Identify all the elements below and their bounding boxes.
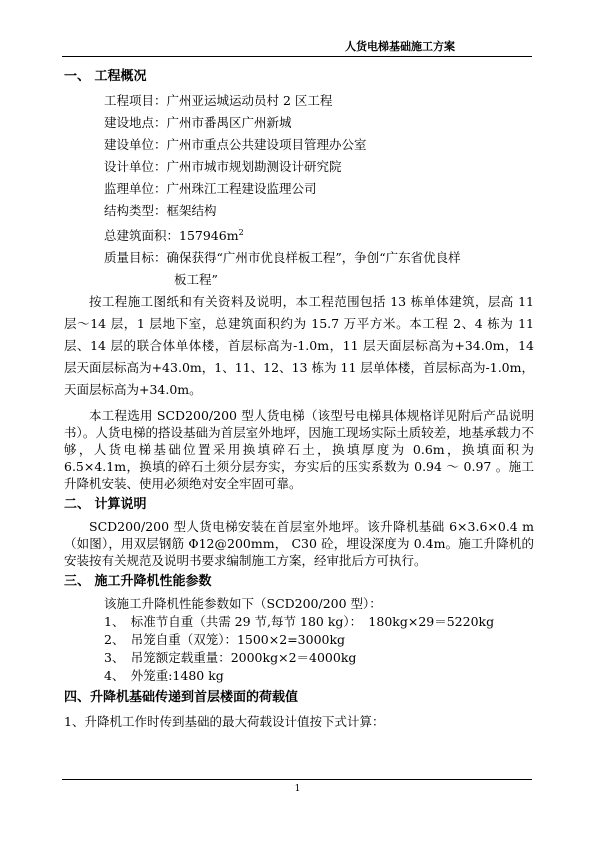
page-number: 1 [294, 784, 301, 794]
info-project: 工程项目：广州亚运城运动员村 2 区工程 [104, 93, 333, 108]
section-heading-parameters: 三、 施工升降机性能参数 [64, 574, 212, 590]
parameter-item: 4、 外笼重:1480 kg [104, 668, 224, 684]
elevator-selection-paragraph: 本工程选用 SCD200/200 型人货电梯（该型号电梯具体规格详见附后产品说明书）。人货电梯的搭设基础为首层室外地坪，因施工现场实际土质较差，地基承载力不够，人货电梯基础位置采用换填碎石土，换填厚度为 0.6m，换填面积为 6.5×4.1m，换填的碎石土须分层夯实，夯实后的压实系数为 0.94 ～ 0.97 。施工升降机安装、使用必须绝对安全牢固可靠。 [64, 408, 534, 492]
parameter-item: 3、 吊笼额定载重量：2000kg×2＝4000kg [104, 650, 357, 666]
document-body [64, 64, 534, 733]
parameter-intro: 该施工升降机性能参数如下（SCD200/200 型）： [104, 596, 382, 612]
info-location: 建设地点：广州市番禺区广州新城 [104, 115, 292, 130]
info-supervisor: 监理单位：广州珠江工程建设监理公司 [104, 181, 317, 196]
parameter-item: 1、 标准节自重（共需 29 节,每节 180 kg）： 180kg×29＝5220kg [104, 614, 495, 630]
info-quality-line2: 板工程” [174, 272, 218, 288]
header-rule [62, 56, 532, 57]
info-structure: 结构类型：框架结构 [104, 203, 217, 218]
parameter-list [64, 595, 534, 685]
overview-paragraph: 按工程施工图纸和有关资料及说明，本工程范围包括 13 栋单体建筑，层高 11 层～14 层，1 层地下室，总建筑面积约为 15.7 万平方米。本工程 2、4 栋为 11 层、14 层的联合体单体楼，首层标高为-1.0m，11 层天面层标高为+34.0m，14 层天面层标高为+43.0m，1、11、12、13 栋为 11 层单体楼，首层标高为-1.0m，天面层标高为+34.0m。 [64, 294, 534, 398]
info-designer: 设计单位：广州市城市规划勘测设计研究院 [104, 159, 342, 174]
section-heading-overview: 一、 工程概况 [64, 69, 147, 84]
section-heading-load: 四、升降机基础传递到首层楼面的荷载值 [64, 690, 299, 706]
footer-rule [62, 779, 532, 780]
parameter-item: 2、 吊笼自重（双笼）：1500×2=3000kg [104, 632, 346, 648]
document-header-title: 人货电梯基础施工方案 [345, 40, 455, 53]
area-superscript: 2 [238, 228, 244, 237]
info-owner: 建设单位：广州市重点公共建设项目管理办公室 [104, 137, 367, 152]
load-line: 1、升降机工作时传到基础的最大荷载设计值按下式计算： [64, 714, 385, 730]
info-total-area [64, 222, 534, 247]
info-quality-line1: 质量目标：确保获得“广州市优良样板工程”，争创“广东省优良样 [104, 250, 461, 266]
section-heading-calculation: 二、 计算说明 [64, 497, 147, 513]
total-area-text: 总建筑面积：157946m [104, 228, 239, 244]
calculation-paragraph: SCD200/200 型人货电梯安装在首层室外地坪。该升降机基础 6×3.6×0.4 m（如图），用双层钢筋 Φ12@200mm， C30 砼，埋设深度为 0.4m。施工升降机的安装按有关规范及说明书要求编制施工方案，经审批后方可执行。 [64, 519, 534, 569]
